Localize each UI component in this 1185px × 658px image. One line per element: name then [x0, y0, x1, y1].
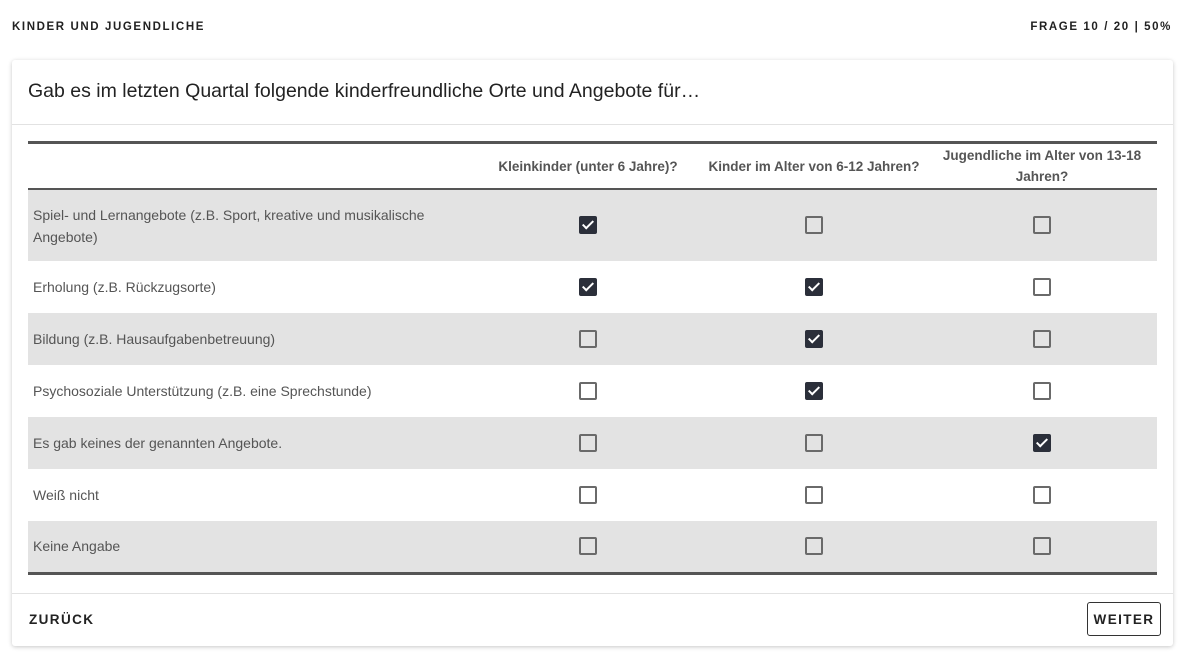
checkbox[interactable]: [1033, 537, 1051, 555]
matrix-cell: [927, 469, 1157, 521]
next-button[interactable]: WEITER: [1087, 602, 1161, 636]
section-title: KINDER UND JUGENDLICHE: [12, 21, 206, 33]
matrix-row: [28, 313, 1157, 365]
matrix-cell: [701, 469, 927, 521]
row-label: Weiß nicht: [33, 487, 99, 503]
checkbox[interactable]: [1033, 278, 1051, 296]
answer-matrix: [28, 141, 1157, 575]
checkbox[interactable]: [805, 434, 823, 452]
matrix-header-empty: [28, 143, 475, 190]
matrix-header-row: [28, 143, 1157, 190]
row-label: Bildung (z.B. Hausaufgabenbetreuung): [33, 331, 276, 347]
divider: [12, 124, 1173, 125]
matrix-cell: [701, 189, 927, 261]
checkbox-checked[interactable]: [579, 216, 597, 234]
matrix-cell: [927, 365, 1157, 417]
question-card: [12, 60, 1173, 646]
row-label: Erholung (z.B. Rückzugsorte): [33, 279, 216, 295]
divider: [12, 593, 1173, 594]
matrix-cell: [927, 189, 1157, 261]
column-header-kleinkinder: Kleinkinder (unter 6 Jahre)?: [498, 158, 678, 174]
checkbox-checked[interactable]: [1033, 434, 1051, 452]
matrix-row: [28, 469, 1157, 521]
matrix-row: [28, 261, 1157, 313]
checkbox[interactable]: [805, 486, 823, 504]
matrix-cell: [475, 365, 701, 417]
checkbox[interactable]: [805, 216, 823, 234]
checkbox[interactable]: [1033, 486, 1051, 504]
checkbox[interactable]: [579, 486, 597, 504]
row-label: Spiel- und Lernangebote (z.B. Sport, kreative und musikalische Angebote): [33, 206, 425, 245]
top-bar: [0, 0, 1185, 56]
row-label: Es gab keines der genannten Angebote.: [33, 435, 283, 451]
matrix-cell: [475, 417, 701, 469]
row-label: Keine Angabe: [33, 538, 121, 555]
checkbox[interactable]: [805, 537, 823, 555]
matrix-cell: [475, 469, 701, 521]
matrix-row: [28, 417, 1157, 469]
matrix-cell: [927, 521, 1157, 573]
matrix-cell: [475, 261, 701, 313]
checkbox[interactable]: [579, 382, 597, 400]
matrix-cell: [701, 261, 927, 313]
matrix-cell: [701, 313, 927, 365]
matrix-row: [28, 189, 1157, 261]
matrix-cell: [927, 261, 1157, 313]
column-header-jugendliche: Jugendliche im Alter von 13-18 Jahren?: [942, 148, 1142, 184]
matrix-cell: [701, 521, 927, 573]
checkbox-checked[interactable]: [805, 382, 823, 400]
matrix-cell: [927, 417, 1157, 469]
row-label: Psychosoziale Unterstützung (z.B. eine Sprechstunde): [33, 383, 372, 399]
checkbox-checked[interactable]: [579, 278, 597, 296]
matrix-row: [28, 521, 1157, 573]
matrix-cell: [927, 313, 1157, 365]
checkbox[interactable]: [579, 330, 597, 348]
checkbox[interactable]: [1033, 382, 1051, 400]
matrix-cell: [475, 189, 701, 261]
checkbox-checked[interactable]: [805, 330, 823, 348]
checkbox[interactable]: [1033, 330, 1051, 348]
checkbox[interactable]: [579, 537, 597, 555]
matrix-cell: [701, 417, 927, 469]
matrix-cell: [475, 313, 701, 365]
checkbox[interactable]: [579, 434, 597, 452]
matrix-cell: [701, 365, 927, 417]
question-title: Gab es im letzten Quartal folgende kinderfreundliche Orte und Angebote für…: [28, 80, 701, 102]
checkbox[interactable]: [1033, 216, 1051, 234]
back-button[interactable]: ZURÜCK: [29, 612, 95, 627]
matrix-cell: [475, 521, 701, 573]
column-header-kinder: Kinder im Alter von 6-12 Jahren?: [708, 158, 920, 174]
progress-indicator: FRAGE 10 / 20 | 50%: [1030, 21, 1172, 33]
checkbox-checked[interactable]: [805, 278, 823, 296]
matrix-row: [28, 365, 1157, 417]
